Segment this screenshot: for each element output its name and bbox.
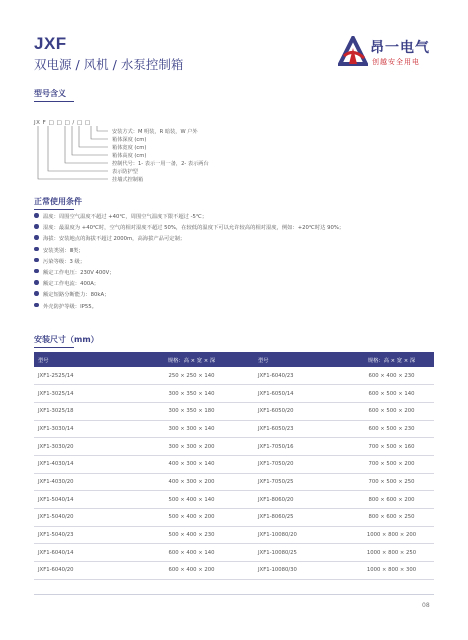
sizes-title: 安装尺寸（mm） xyxy=(34,335,99,344)
cell-model-right: JXF1-10080/30 xyxy=(234,562,349,580)
cell-model-left: JXF1-3025/14 xyxy=(34,385,149,403)
bullet-icon xyxy=(34,269,39,274)
cell-spec-left: 300 × 350 × 180 xyxy=(149,402,234,420)
cell-model-left: JXF1-3025/18 xyxy=(34,402,149,420)
cell-model-right: JXF1-6050/14 xyxy=(234,385,349,403)
condition-item: 湿度：最温度为 +40℃时，空气的相对湿度不超过 50%，在较低的温度下可以允许较高的相对湿度，例如：+20℃时达 90%； xyxy=(34,223,344,234)
table-row xyxy=(34,438,434,456)
footer-rule xyxy=(34,594,434,595)
code-item-mounting: 安装方式：M 明装，R 暗装，W 户外 xyxy=(112,129,198,135)
bullet-icon xyxy=(34,213,39,218)
code-item-protection: 表示防护型 xyxy=(112,169,138,175)
cell-model-left: JXF1-5040/20 xyxy=(34,509,149,527)
section-rule xyxy=(34,347,74,348)
cell-model-left: JXF1-5040/14 xyxy=(34,491,149,509)
model-code: JX F □ □ □ / □ □ xyxy=(34,120,91,126)
cell-model-right: JXF1-10080/20 xyxy=(234,526,349,544)
cell-spec-left: 500 × 400 × 200 xyxy=(149,509,234,527)
cell-model-right: JXF1-6040/23 xyxy=(234,367,349,385)
col-model-right: 型号 xyxy=(234,352,349,367)
condition-item: 安装类别：Ⅲ类； xyxy=(34,246,344,257)
cell-spec-left: 300 × 300 × 200 xyxy=(149,438,234,456)
cell-model-left: JXF1-6040/14 xyxy=(34,544,149,562)
cell-model-right: JXF1-8060/25 xyxy=(234,509,349,527)
col-model-left: 型号 xyxy=(34,352,149,367)
table-row xyxy=(34,544,434,562)
cell-spec-right: 700 × 500 × 200 xyxy=(349,455,434,473)
cell-spec-left: 400 × 300 × 140 xyxy=(149,455,234,473)
table-row xyxy=(34,509,434,527)
condition-item: 额定短路分断能力：80kA； xyxy=(34,290,344,301)
condition-item: 海拔：安装地点的海拔不超过 2000m，高海拔产品可定制； xyxy=(34,234,344,245)
cell-model-left: JXF1-4030/14 xyxy=(34,455,149,473)
col-spec-right: 规格：高 × 宽 × 深 xyxy=(349,352,434,367)
conditions-title: 正常使用条件 xyxy=(34,197,82,206)
sizes-table xyxy=(34,352,434,580)
table-row xyxy=(34,526,434,544)
cell-model-right: JXF1-8060/20 xyxy=(234,491,349,509)
condition-item: 额定工作电压：230V 400V； xyxy=(34,268,344,279)
bullet-icon xyxy=(34,247,39,252)
product-subtitle: 双电源 / 风机 / 水泵控制箱 xyxy=(34,57,184,72)
cell-model-right: JXF1-10080/25 xyxy=(234,544,349,562)
cell-spec-right: 1000 × 800 × 250 xyxy=(349,544,434,562)
code-item-depth: 箱体深度 (cm) xyxy=(112,137,147,143)
cell-spec-left: 600 × 400 × 140 xyxy=(149,544,234,562)
cell-model-left: JXF1-2525/14 xyxy=(34,367,149,385)
code-item-wall-box: 挂墙式控制箱 xyxy=(112,177,144,183)
product-model: JXF xyxy=(34,34,67,53)
cell-spec-left: 250 × 250 × 140 xyxy=(149,367,234,385)
condition-item: 外壳防护等级：IP55。 xyxy=(34,302,344,313)
cell-spec-right: 700 × 500 × 250 xyxy=(349,473,434,491)
table-row xyxy=(34,420,434,438)
condition-item: 温度：周围空气温度不超过 +40℃，周围空气温度下限不超过 -5℃； xyxy=(34,212,344,223)
cell-spec-left: 400 × 300 × 200 xyxy=(149,473,234,491)
cell-spec-right: 600 × 400 × 230 xyxy=(349,367,434,385)
cell-spec-right: 1000 × 800 × 200 xyxy=(349,526,434,544)
cell-spec-right: 600 × 500 × 200 xyxy=(349,402,434,420)
cell-spec-right: 800 × 600 × 200 xyxy=(349,491,434,509)
cell-model-left: JXF1-3030/20 xyxy=(34,438,149,456)
cell-spec-left: 300 × 300 × 140 xyxy=(149,420,234,438)
cell-model-left: JXF1-4030/20 xyxy=(34,473,149,491)
conditions-list xyxy=(34,212,344,313)
cell-model-right: JXF1-7050/20 xyxy=(234,455,349,473)
cell-model-left: JXF1-6040/20 xyxy=(34,562,149,580)
cell-model-right: JXF1-7050/25 xyxy=(234,473,349,491)
cell-spec-left: 500 × 400 × 230 xyxy=(149,526,234,544)
col-spec-left: 规格：高 × 宽 × 深 xyxy=(149,352,234,367)
cell-model-right: JXF1-6050/23 xyxy=(234,420,349,438)
logo-brand: 昂一电气 xyxy=(370,40,430,56)
table-row xyxy=(34,562,434,580)
bullet-icon xyxy=(34,224,39,229)
bullet-icon xyxy=(34,291,39,296)
cell-spec-left: 600 × 400 × 200 xyxy=(149,562,234,580)
table-header-row xyxy=(34,352,434,367)
cell-spec-right: 600 × 500 × 140 xyxy=(349,385,434,403)
cell-model-left: JXF1-5040/23 xyxy=(34,526,149,544)
bullet-icon xyxy=(34,235,39,240)
cell-model-left: JXF1-3030/14 xyxy=(34,420,149,438)
cell-spec-right: 700 × 500 × 160 xyxy=(349,438,434,456)
code-item-control: 控制代号：1- 表示一用一备，2- 表示两台 xyxy=(112,161,209,167)
logo-slogan: 创越安全用电 xyxy=(372,58,420,66)
cell-spec-left: 500 × 400 × 140 xyxy=(149,491,234,509)
section-rule xyxy=(34,209,74,210)
code-item-width: 箱体宽度 (cm) xyxy=(112,145,147,151)
cell-spec-right: 800 × 600 × 250 xyxy=(349,509,434,527)
table-row xyxy=(34,491,434,509)
table-row xyxy=(34,455,434,473)
table-row xyxy=(34,473,434,491)
table-row xyxy=(34,385,434,403)
condition-item: 额定工作电流：400A； xyxy=(34,279,344,290)
cell-spec-left: 300 × 350 × 140 xyxy=(149,385,234,403)
page-number: 08 xyxy=(422,602,430,609)
code-item-height: 箱体高度 (cm) xyxy=(112,153,147,159)
bullet-icon xyxy=(34,258,39,263)
table-row xyxy=(34,402,434,420)
cell-spec-right: 1000 × 800 × 300 xyxy=(349,562,434,580)
condition-item: 污染等级：3 级； xyxy=(34,257,344,268)
cell-spec-right: 600 × 500 × 230 xyxy=(349,420,434,438)
table-row xyxy=(34,367,434,385)
model-meaning-title: 型号含义 xyxy=(34,89,66,98)
cell-model-right: JXF1-7050/16 xyxy=(234,438,349,456)
cell-model-right: JXF1-6050/20 xyxy=(234,402,349,420)
bullet-icon xyxy=(34,303,39,308)
bullet-icon xyxy=(34,280,39,285)
